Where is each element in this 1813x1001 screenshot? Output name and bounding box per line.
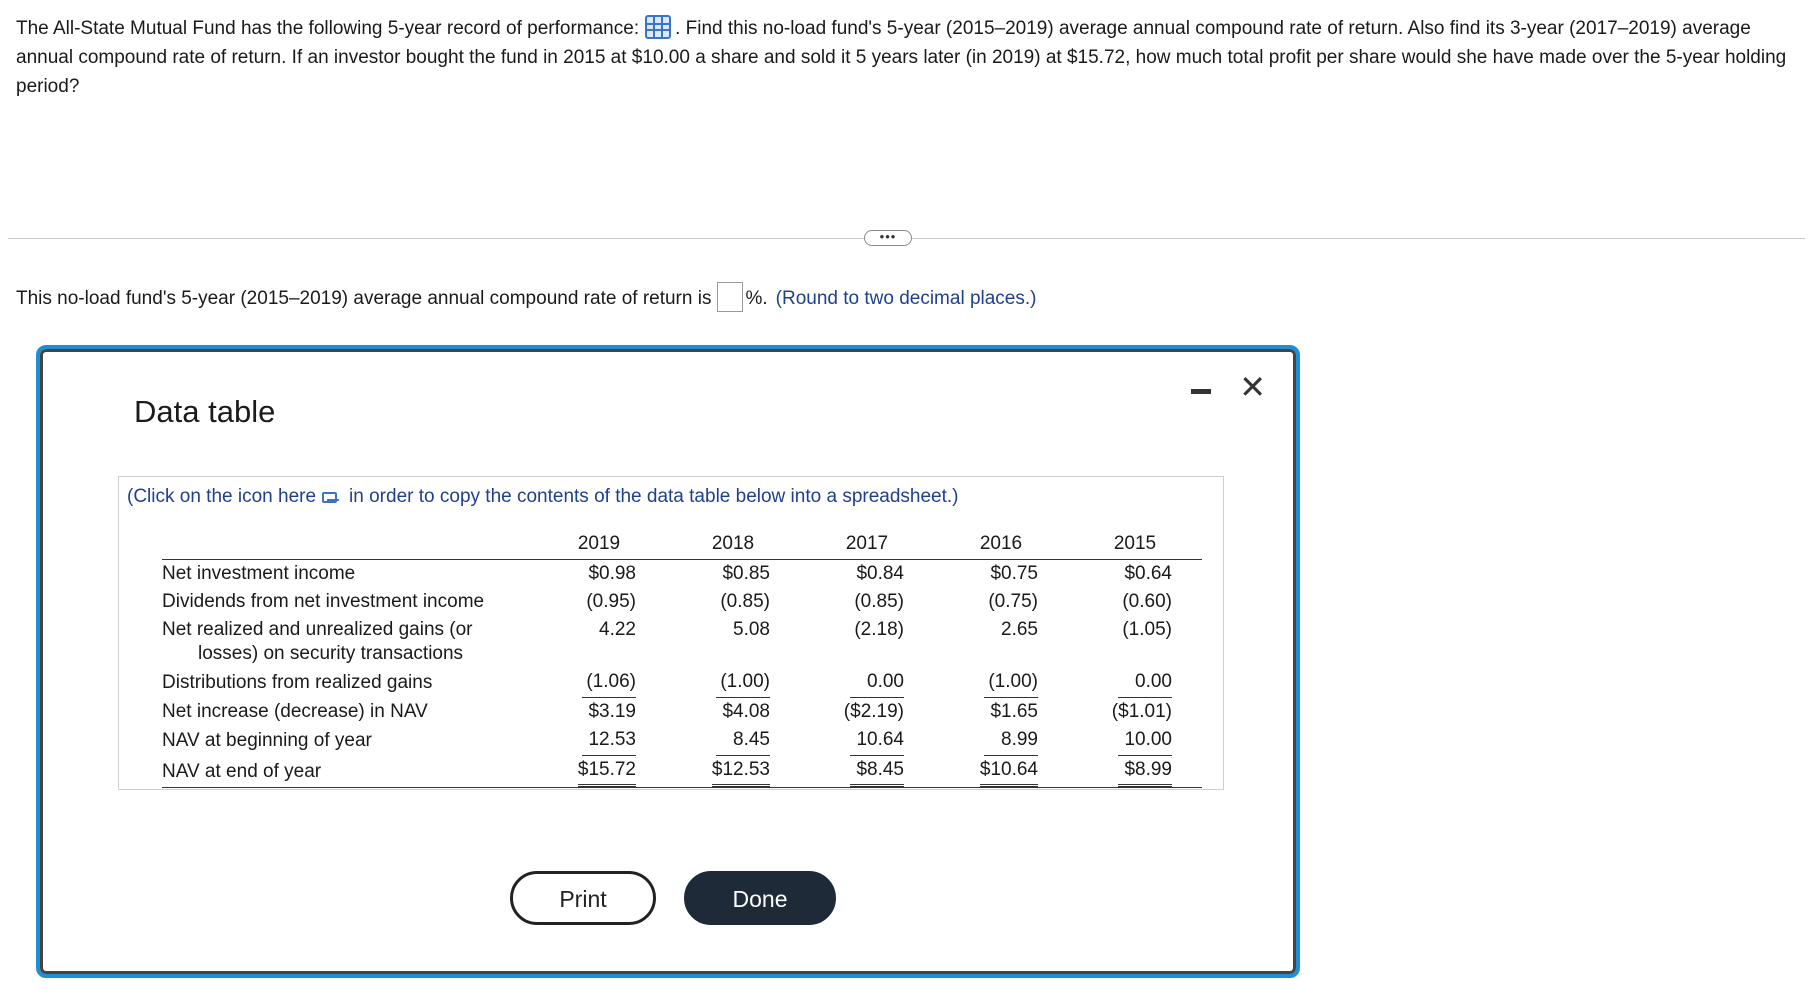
- minimize-icon[interactable]: [1191, 389, 1211, 394]
- row-label: Net realized and unrealized gains (or losses) on security transactions: [162, 619, 473, 664]
- table-cell: 12.53: [532, 726, 666, 756]
- table-cell: (0.95): [586, 591, 636, 612]
- question-text: [16, 14, 1801, 101]
- table-cell: (1.05): [1122, 619, 1172, 640]
- table-cell: ($2.19): [843, 701, 904, 722]
- copy-to-spreadsheet-icon[interactable]: [322, 492, 337, 503]
- table-cell: (1.00): [934, 668, 1068, 698]
- table-row: [162, 616, 1202, 668]
- table-row: [162, 756, 1202, 788]
- row-label: Distributions from realized gains: [162, 672, 433, 693]
- table-cell: $3.19: [588, 701, 636, 722]
- table-row: [162, 668, 1202, 698]
- copy-note-prefix: (Click on the icon here: [127, 486, 317, 507]
- table-cell: $0.98: [588, 563, 636, 584]
- table-row: [162, 698, 1202, 726]
- data-panel: [118, 476, 1224, 790]
- table-cell: 0.00: [1068, 668, 1202, 698]
- table-cell: $4.08: [722, 701, 770, 722]
- data-table-icon[interactable]: [645, 15, 671, 39]
- row-label: NAV at end of year: [162, 756, 532, 788]
- year-header: 2018: [666, 530, 800, 560]
- copy-note: [127, 486, 959, 508]
- table-cell: 10.00: [1068, 726, 1202, 756]
- table-cell: 8.99: [934, 726, 1068, 756]
- year-header: 2016: [934, 530, 1068, 560]
- question-part1: The All-State Mutual Fund has the following 5-year record of performance:: [16, 18, 640, 39]
- table-cell: ($1.01): [1111, 701, 1172, 722]
- row-label: Dividends from net investment income: [162, 591, 485, 612]
- row-label: Net investment income: [162, 563, 356, 584]
- table-cell: (1.06): [532, 668, 666, 698]
- table-cell: $8.45: [800, 756, 934, 788]
- table-cell: $0.75: [990, 563, 1038, 584]
- expand-ellipsis-button[interactable]: •••: [864, 230, 912, 246]
- table-cell: $0.84: [856, 563, 904, 584]
- answer-suffix: %.: [745, 288, 768, 309]
- table-cell: (0.75): [988, 591, 1038, 612]
- table-cell: $0.85: [722, 563, 770, 584]
- question-part2: . Find this no-load fund's 5-year (2015–2019) average annual compound rate of return. Also find its 3-year (2017–2019) average annual compound rate of return. If an investor bought the fund in 2015 at $10.00 a share and sold it 5 years later (in 2019) at $15.72, how much total profit per share would she have made over the 5-year holding period?: [16, 18, 1787, 97]
- table-header-row: [162, 530, 1202, 560]
- table-cell: $10.64: [934, 756, 1068, 788]
- table-cell: 8.45: [666, 726, 800, 756]
- table-cell: 10.64: [800, 726, 934, 756]
- table-cell: (0.60): [1122, 591, 1172, 612]
- table-cell: $1.65: [990, 701, 1038, 722]
- answer-input[interactable]: [717, 282, 743, 312]
- window-controls: [1191, 369, 1266, 405]
- table-cell: $15.72: [532, 756, 666, 788]
- done-button[interactable]: Done: [684, 871, 836, 925]
- copy-note-suffix: in order to copy the contents of the data table below into a spreadsheet.): [349, 486, 959, 507]
- row-label: NAV at beginning of year: [162, 730, 372, 751]
- table-cell: 0.00: [800, 668, 934, 698]
- data-table-dialog: [36, 345, 1300, 978]
- table-cell: $0.64: [1124, 563, 1172, 584]
- year-header: 2017: [800, 530, 934, 560]
- header-blank: [162, 530, 532, 560]
- table-row: [162, 588, 1202, 616]
- year-header: 2019: [532, 530, 666, 560]
- table-cell: $12.53: [666, 756, 800, 788]
- table-cell: (2.18): [854, 619, 904, 640]
- table-cell: $8.99: [1068, 756, 1202, 788]
- answer-line: [16, 282, 1036, 314]
- table-cell: (0.85): [720, 591, 770, 612]
- rounding-hint: (Round to two decimal places.): [775, 288, 1037, 309]
- table-cell: (1.00): [666, 668, 800, 698]
- year-header: 2015: [1068, 530, 1202, 560]
- table-cell: (0.85): [854, 591, 904, 612]
- table-cell: 5.08: [733, 619, 770, 640]
- table-cell: 2.65: [1001, 619, 1038, 640]
- dialog-title: Data table: [134, 394, 276, 429]
- fund-performance-table: [162, 530, 1202, 788]
- table-row: [162, 726, 1202, 756]
- answer-prefix: This no-load fund's 5-year (2015–2019) average annual compound rate of return is: [16, 288, 712, 309]
- print-button[interactable]: Print: [510, 871, 656, 925]
- table-cell: 4.22: [599, 619, 636, 640]
- close-icon[interactable]: ✕: [1239, 369, 1266, 405]
- row-label: Net increase (decrease) in NAV: [162, 701, 428, 722]
- table-row: [162, 560, 1202, 589]
